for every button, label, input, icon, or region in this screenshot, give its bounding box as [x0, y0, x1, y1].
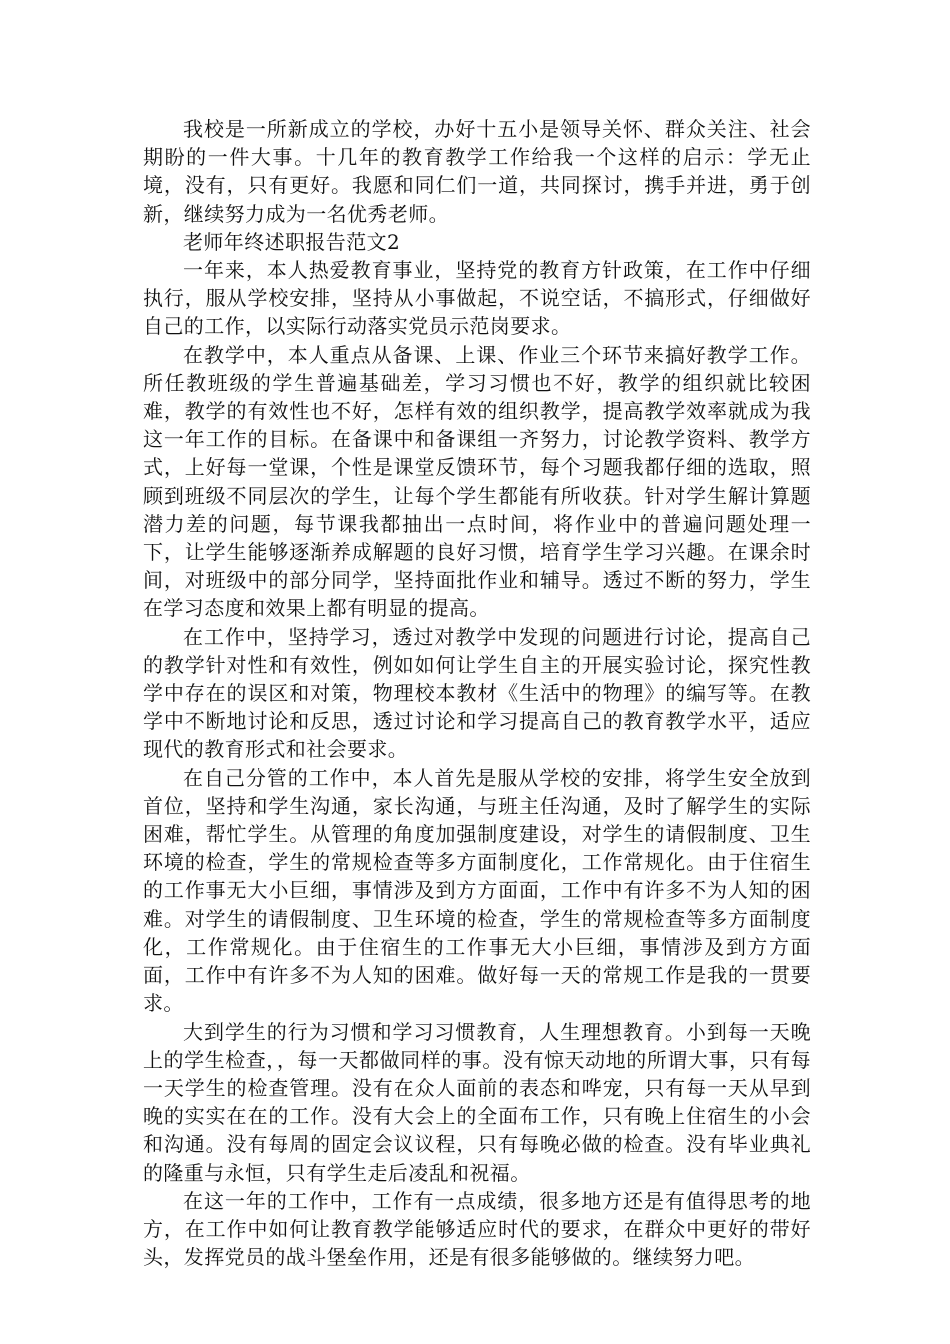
- paragraph-intro: 我校是一所新成立的学校，办好十五小是领导关怀、群众关注、社会期盼的一件大事。十几年的教育教学工作给我一个这样的启示：学无止境，没有，只有更好。我愿和同仁们一道，共同探讨，携手并进，勇于创新，继续努力成为一名优秀老师。: [143, 117, 811, 226]
- paragraph-daily-work: 大到学生的行为习惯和学习习惯教育，人生理想教育。小到每一天晚上的学生检查，，每一天都做同样的事。没有惊天动地的所谓大事，只有每一天学生的检查管理。没有在众人面前的表态和哗宠，只有每一天从早到晚的实实在在的工作。没有大会上的全面布工作，只有晚上住宿生的小会和沟通。没有每周的固定会议议程，只有每晚必做的检查。没有毕业典礼的隆重与永恒，只有学生走后凌乱和祝福。: [143, 1019, 811, 1185]
- paragraph-overview: 一年来，本人热爱教育事业，坚持党的教育方针政策，在工作中仔细执行，服从学校安排，坚持从小事做起，不说空话，不搞形式，仔细做好自己的工作，以实际行动落实党员示范岗要求。: [143, 258, 811, 339]
- section-heading: 老师年终述职报告范文2: [183, 229, 401, 254]
- paragraph-study: 在工作中，坚持学习，透过对教学中发现的问题进行讨论，提高自己的教学针对性和有效性，例如如何让学生自主的开展实验讨论，探究性教学中存在的误区和对策，物理校本教材《生活中的物理》的编写等。在教学中不断地讨论和反思，透过讨论和学习提高自己的教育教学水平，适应现代的教育形式和社会要求。: [143, 624, 811, 762]
- paragraph-management: 在自己分管的工作中，本人首先是服从学校的安排，将学生安全放到首位，坚持和学生沟通，家长沟通，与班主任沟通，及时了解学生的实际困难，帮忙学生。从管理的角度加强制度建设，对学生的请假制度、卫生环境的检查，学生的常规检查等多方面制度化，工作常规化。由于住宿生的工作事无大小巨细，事情涉及到方方面面，工作中有许多不为人知的困难。对学生的请假制度、卫生环境的检查，学生的常规检查等多方面制度化，工作常规化。由于住宿生的工作事无大小巨细，事情涉及到方方面面，工作中有许多不为人知的困难。做好每一天的常规工作是我的一贯要求。: [143, 765, 811, 1016]
- paragraph-teaching: 在教学中，本人重点从备课、上课、作业三个环节来搞好教学工作。所任教班级的学生普遍基础差，学习习惯也不好，教学的组织就比较困难，教学的有效性也不好，怎样有效的组织教学，提高教学效率就成为我这一年工作的目标。在备课中和备课组一齐努力，讨论教学资料、教学方式，上好每一堂课，个性是课堂反馈环节，每个习题我都仔细的选取，照顾到班级不同层次的学生，让每个学生都能有所收获。针对学生解计算题潜力差的问题，每节课我都抽出一点时间，将作业中的普遍问题处理一下，让学生能够逐渐养成解题的良好习惯，培育学生学习兴趣。在课余时间，对班级中的部分同学，坚持面批作业和辅导。透过不断的努力，学生在学习态度和效果上都有明显的提高。: [143, 342, 811, 621]
- document-body: [143, 115, 811, 1271]
- paragraph-conclusion: 在这一年的工作中，工作有一点成绩，很多地方还是有值得思考的地方，在工作中如何让教育教学能够适应时代的要求，在群众中更好的带好头，发挥党员的战斗堡垒作用，还是有很多能够做的。继续努力吧。: [143, 1188, 811, 1270]
